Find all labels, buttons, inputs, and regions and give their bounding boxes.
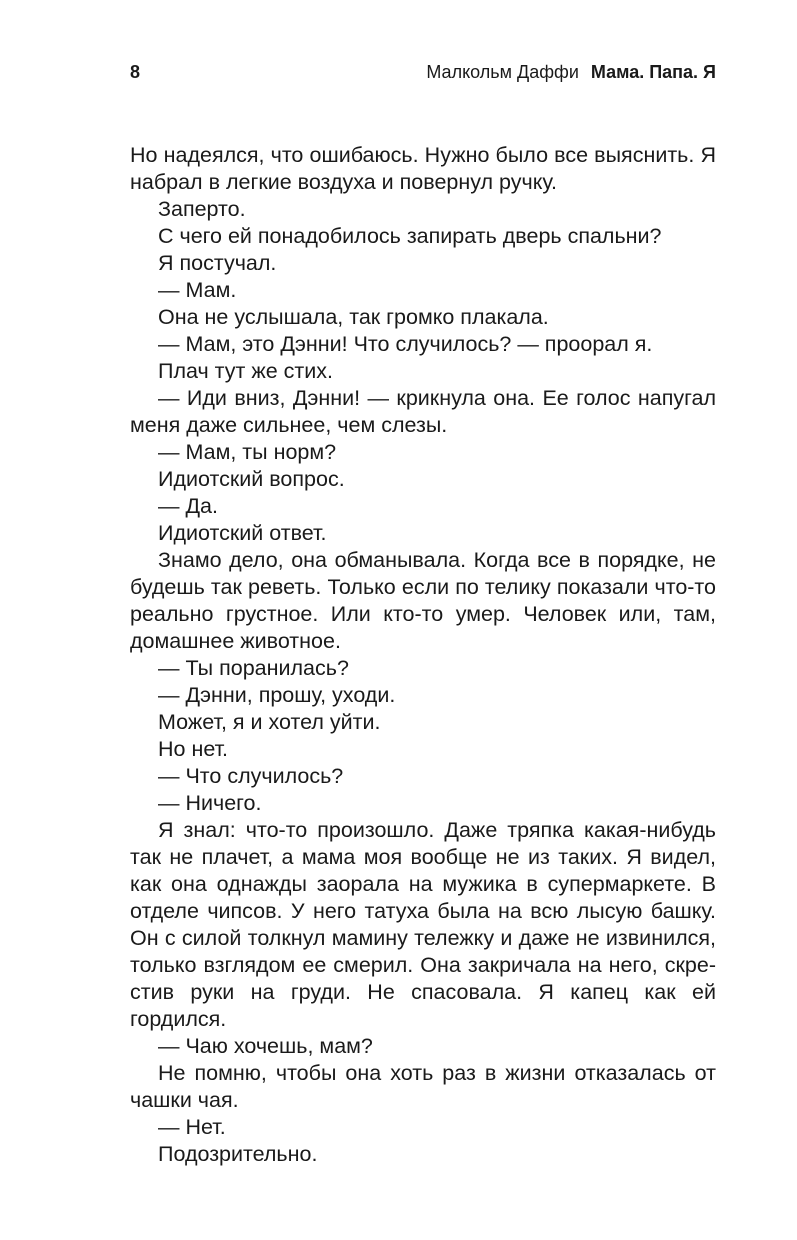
paragraph: Может, я и хотел уйти. bbox=[158, 710, 381, 734]
paragraph: Подозрительно. bbox=[158, 1142, 318, 1166]
paragraph: Я знал: что-то произошло. Даже тряпка какая-нибудь так не плачет, а мама моя вообще не из таких. Я видел, как она однажды заорала на мужика в супермаркете. В отделе чипсов. У него татуха была на всю лысую башку. Он с силой толкнул мамину тележку и даже не извинился, только взглядом ее смерил. Она закричала на него, скрестив руки на груди. Не спасовала. Я капец как ей гордился. bbox=[130, 818, 716, 1031]
paragraph: — Да. bbox=[158, 494, 218, 518]
paragraph: Но надеялся, что ошибаюсь. Нужно было все выяснить. Я набрал в легкие воздуха и повернул ручку. bbox=[130, 143, 716, 194]
paragraph: Идиотский вопрос. bbox=[158, 467, 345, 491]
page-body bbox=[130, 142, 716, 1168]
paragraph: С чего ей понадобилось запирать дверь спальни? bbox=[158, 224, 662, 248]
paragraph: — Мам, ты норм? bbox=[158, 440, 337, 464]
book-title: Мама. Папа. Я bbox=[590, 62, 716, 82]
author-name: Малкольм Даффи bbox=[426, 62, 579, 82]
running-title bbox=[426, 62, 716, 83]
paragraph: — Дэнни, прошу, уходи. bbox=[158, 683, 396, 707]
paragraph: Я постучал. bbox=[158, 251, 277, 275]
paragraph: — Мам. bbox=[158, 278, 237, 302]
paragraph: — Ничего. bbox=[158, 791, 262, 815]
running-header bbox=[130, 62, 716, 90]
page-number: 8 bbox=[130, 62, 141, 82]
paragraph: Плач тут же стих. bbox=[158, 359, 333, 383]
paragraph: — Мам, это Дэнни! Что случилось? — проорал я. bbox=[158, 332, 653, 356]
paragraph: Идиотский ответ. bbox=[158, 521, 327, 545]
paragraph: Знамо дело, она обманывала. Когда все в порядке, не будешь так реветь. Только если по телику показали что-то реально грустное. Или кто-то умер. Человек или, там, домашнее животное. bbox=[130, 548, 716, 653]
paragraph: — Чаю хочешь, мам? bbox=[158, 1034, 373, 1058]
paragraph: — Что случилось? bbox=[158, 764, 344, 788]
paragraph: — Нет. bbox=[158, 1115, 226, 1139]
paragraph: — Иди вниз, Дэнни! — крикнула она. Ее голос напугал меня даже сильнее, чем слезы. bbox=[130, 386, 716, 437]
paragraph: Не помню, чтобы она хоть раз в жизни отказалась от чашки чая. bbox=[130, 1061, 716, 1112]
paragraph: Она не услышала, так громко плакала. bbox=[158, 305, 549, 329]
paragraph: Но нет. bbox=[158, 737, 229, 761]
paragraph: — Ты поранилась? bbox=[158, 656, 349, 680]
paragraph: Заперто. bbox=[158, 197, 246, 221]
